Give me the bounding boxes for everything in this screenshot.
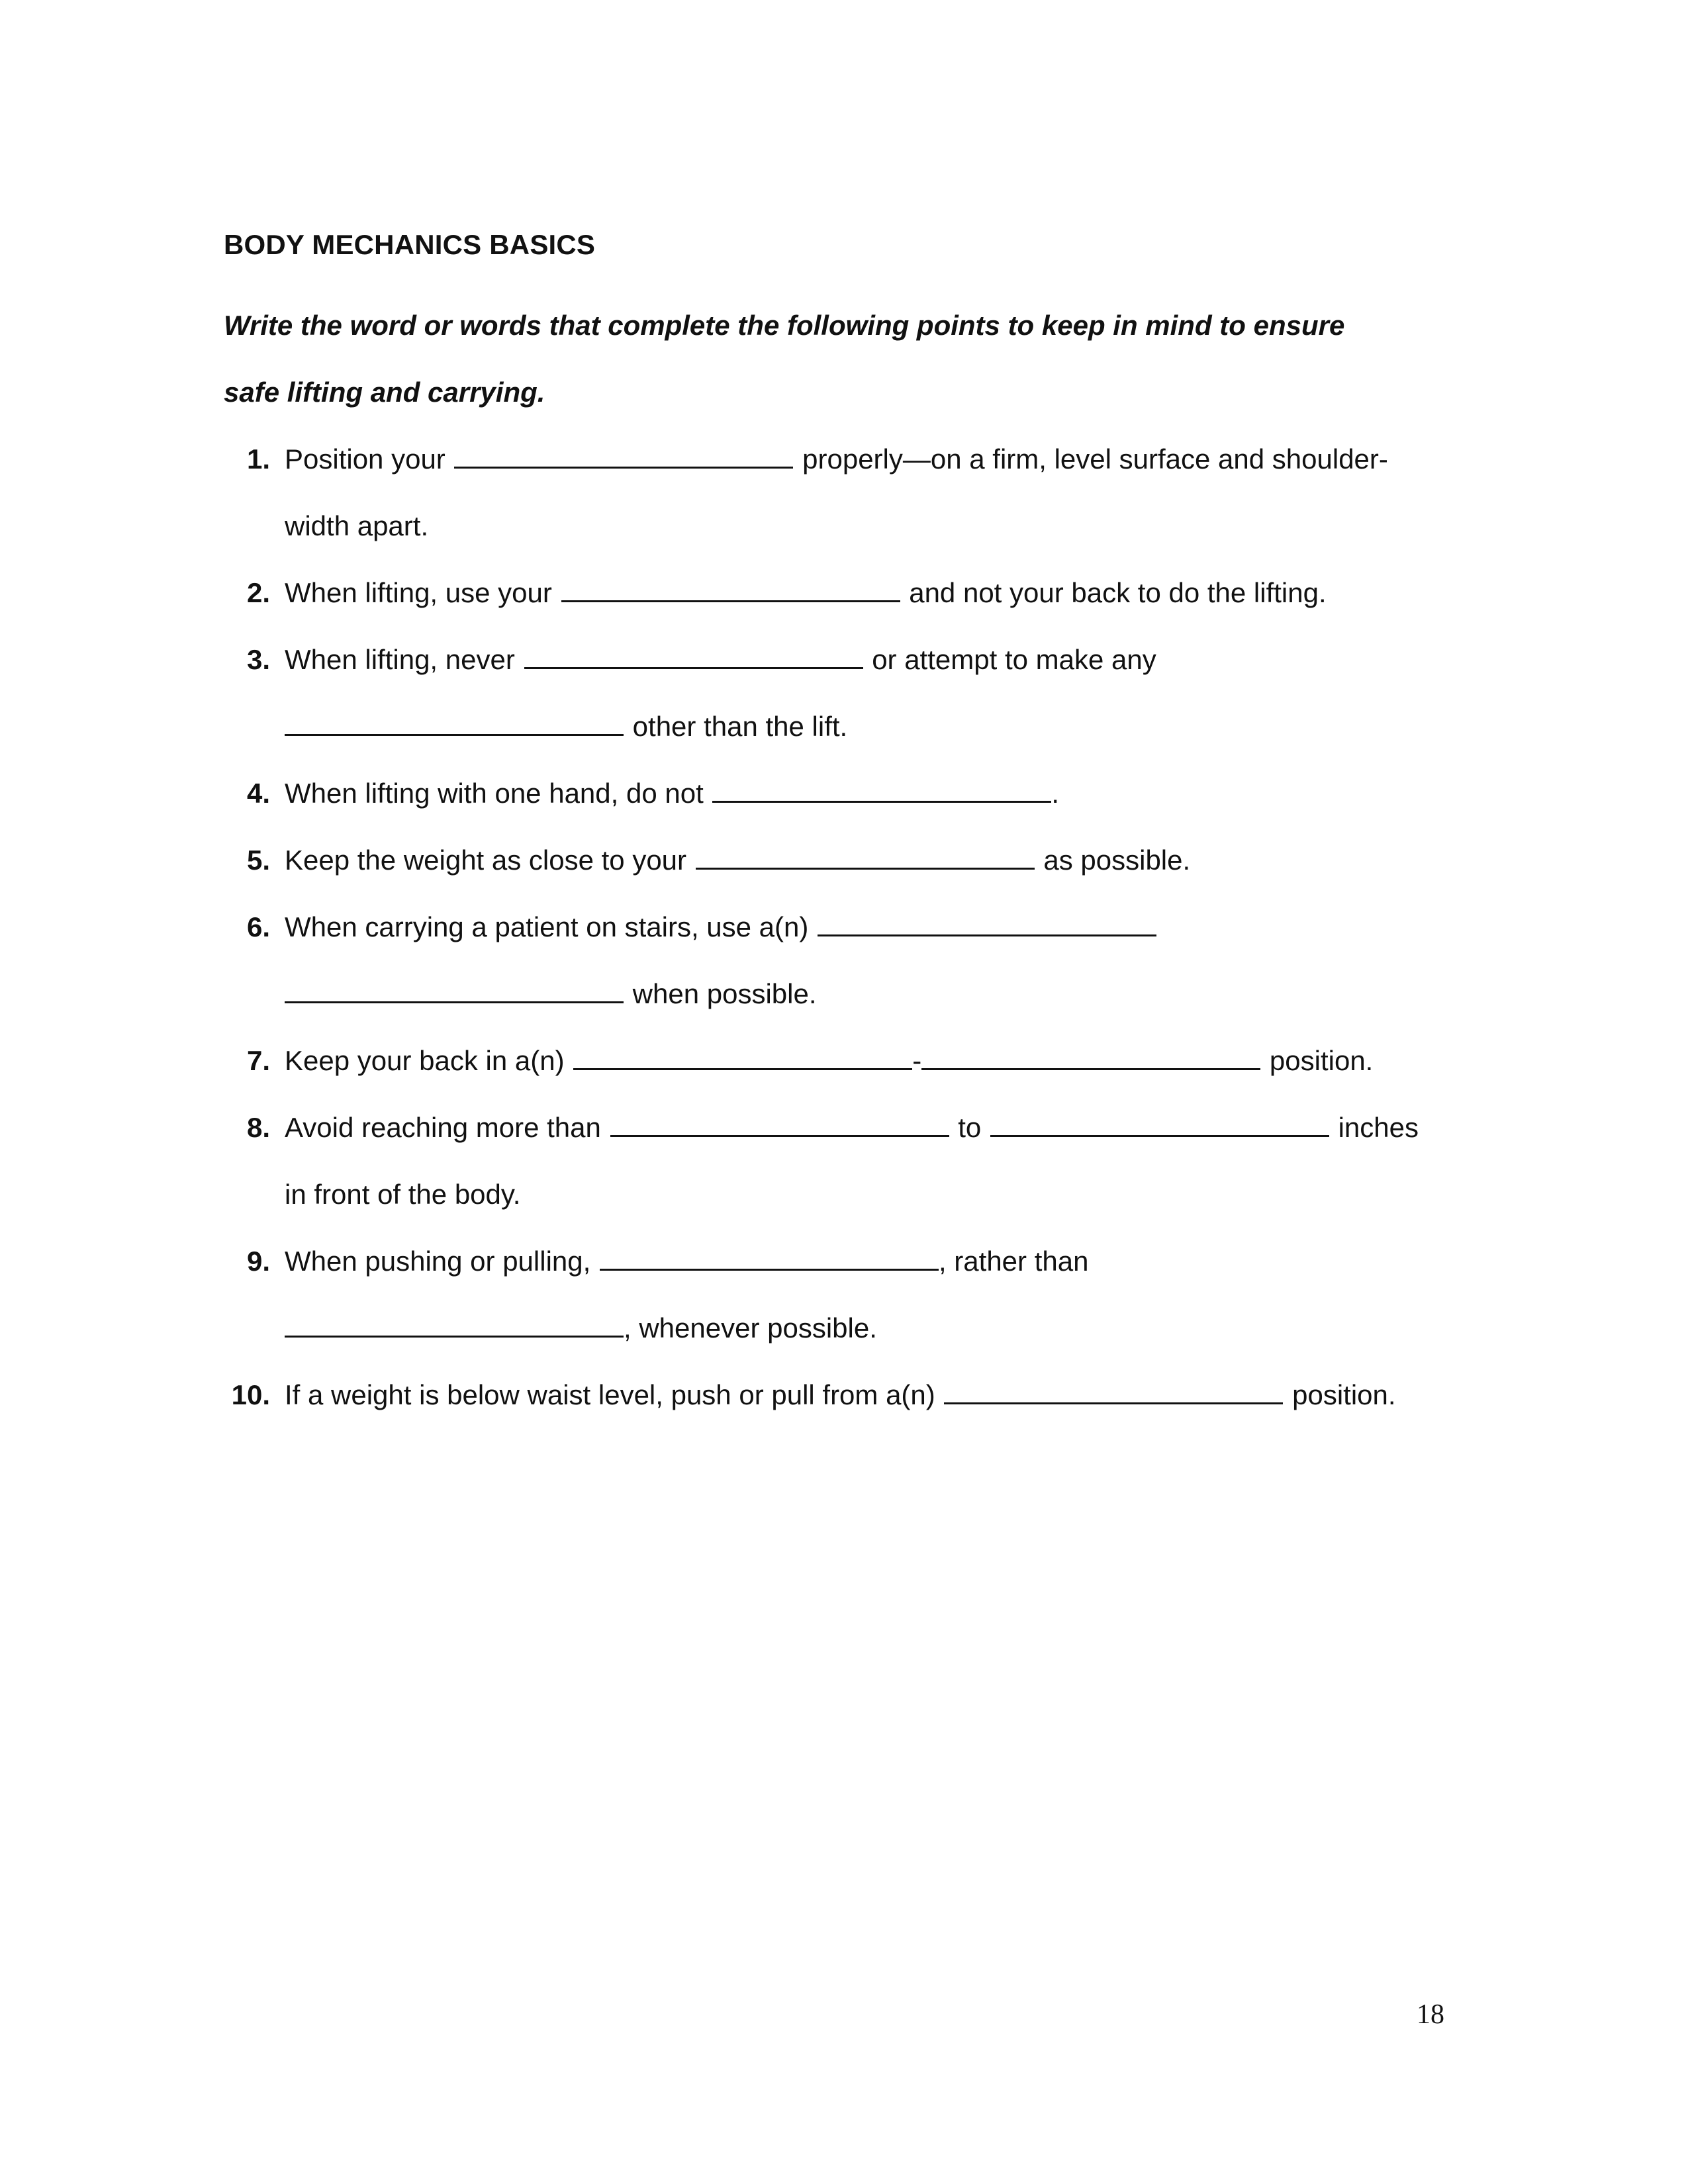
question-text: properly—on a firm, level surface and shoulder- [802, 443, 1388, 475]
question-8 [224, 1094, 1521, 1228]
question-text: width apart. [285, 510, 429, 541]
answer-blank[interactable] [573, 1046, 912, 1070]
page-number: 18 [1417, 1999, 1444, 2030]
question-number: 7. [246, 1045, 270, 1076]
question-line [285, 893, 1521, 960]
question-number: 5. [246, 844, 270, 876]
question-number: 1. [246, 443, 270, 475]
question-5 [224, 827, 1521, 893]
answer-blank[interactable] [990, 1113, 1329, 1137]
question-line [285, 492, 1521, 559]
question-10 [224, 1361, 1521, 1428]
question-text: when possible. [632, 978, 817, 1009]
answer-blank[interactable] [944, 1380, 1283, 1404]
question-line [285, 960, 1521, 1027]
question-text: , whenever possible. [624, 1312, 877, 1343]
question-text: or attempt to make any [872, 644, 1156, 675]
question-text: When lifting with one hand, do not [285, 778, 704, 809]
question-number: 2. [246, 577, 270, 608]
question-text: If a weight is below waist level, push or pull from a(n) [285, 1379, 935, 1410]
question-9 [224, 1228, 1521, 1361]
answer-blank[interactable] [524, 645, 863, 669]
answer-blank[interactable] [285, 711, 624, 736]
question-list [224, 426, 1521, 1428]
question-number: 4. [246, 778, 270, 809]
question-text: When lifting, use your [285, 577, 552, 608]
question-text: When lifting, never [285, 644, 515, 675]
answer-blank[interactable] [712, 778, 1051, 803]
instructions-line-2: safe lifting and carrying. [224, 377, 545, 408]
question-number: 9. [246, 1246, 270, 1277]
hyphen: - [912, 1045, 922, 1076]
question-number: 8. [246, 1112, 270, 1143]
page-title: BODY MECHANICS BASICS [224, 229, 596, 260]
question-line [285, 426, 1521, 492]
instructions-line-1: Write the word or words that complete the following points to keep in mind to ensure [224, 310, 1345, 341]
question-line [285, 1228, 1521, 1295]
question-line [285, 827, 1521, 893]
question-4 [224, 760, 1521, 827]
question-text: Position your [285, 443, 445, 475]
question-text: Keep the weight as close to your [285, 844, 687, 876]
question-number: 3. [246, 644, 270, 675]
question-text: position. [1292, 1379, 1396, 1410]
question-line [285, 1027, 1521, 1094]
question-text: as possible. [1043, 844, 1191, 876]
answer-blank[interactable] [921, 1046, 1260, 1070]
question-7 [224, 1027, 1521, 1094]
question-line [285, 1361, 1521, 1428]
question-text: inches [1338, 1112, 1419, 1143]
question-text: When pushing or pulling, [285, 1246, 591, 1277]
question-text: Keep your back in a(n) [285, 1045, 565, 1076]
question-text: . [1051, 778, 1060, 809]
question-text: position. [1269, 1045, 1374, 1076]
question-line [285, 1161, 1521, 1228]
question-1 [224, 426, 1521, 559]
question-line [285, 626, 1521, 693]
answer-blank[interactable] [285, 979, 624, 1003]
question-6 [224, 893, 1521, 1027]
question-text: Avoid reaching more than [285, 1112, 601, 1143]
answer-blank[interactable] [696, 845, 1035, 870]
answer-blank[interactable] [600, 1246, 939, 1271]
question-text: When carrying a patient on stairs, use a(n) [285, 911, 809, 942]
question-line [285, 1094, 1521, 1161]
worksheet-body [224, 225, 1521, 1428]
answer-blank[interactable] [561, 578, 900, 602]
question-text: other than the lift. [632, 711, 848, 742]
question-line [285, 693, 1521, 760]
question-number: 6. [246, 911, 270, 942]
question-3 [224, 626, 1521, 760]
question-line [285, 1295, 1521, 1361]
question-2 [224, 559, 1521, 626]
question-text: to [958, 1112, 982, 1143]
question-line [285, 760, 1521, 827]
instructions [224, 292, 1521, 426]
answer-blank[interactable] [818, 912, 1156, 936]
question-number: 10. [231, 1379, 270, 1410]
question-text: and not your back to do the lifting. [909, 577, 1327, 608]
question-line [285, 559, 1521, 626]
answer-blank[interactable] [454, 444, 793, 469]
question-text: in front of the body. [285, 1179, 521, 1210]
answer-blank[interactable] [285, 1313, 624, 1338]
question-text: , rather than [938, 1246, 1089, 1277]
answer-blank[interactable] [610, 1113, 949, 1137]
